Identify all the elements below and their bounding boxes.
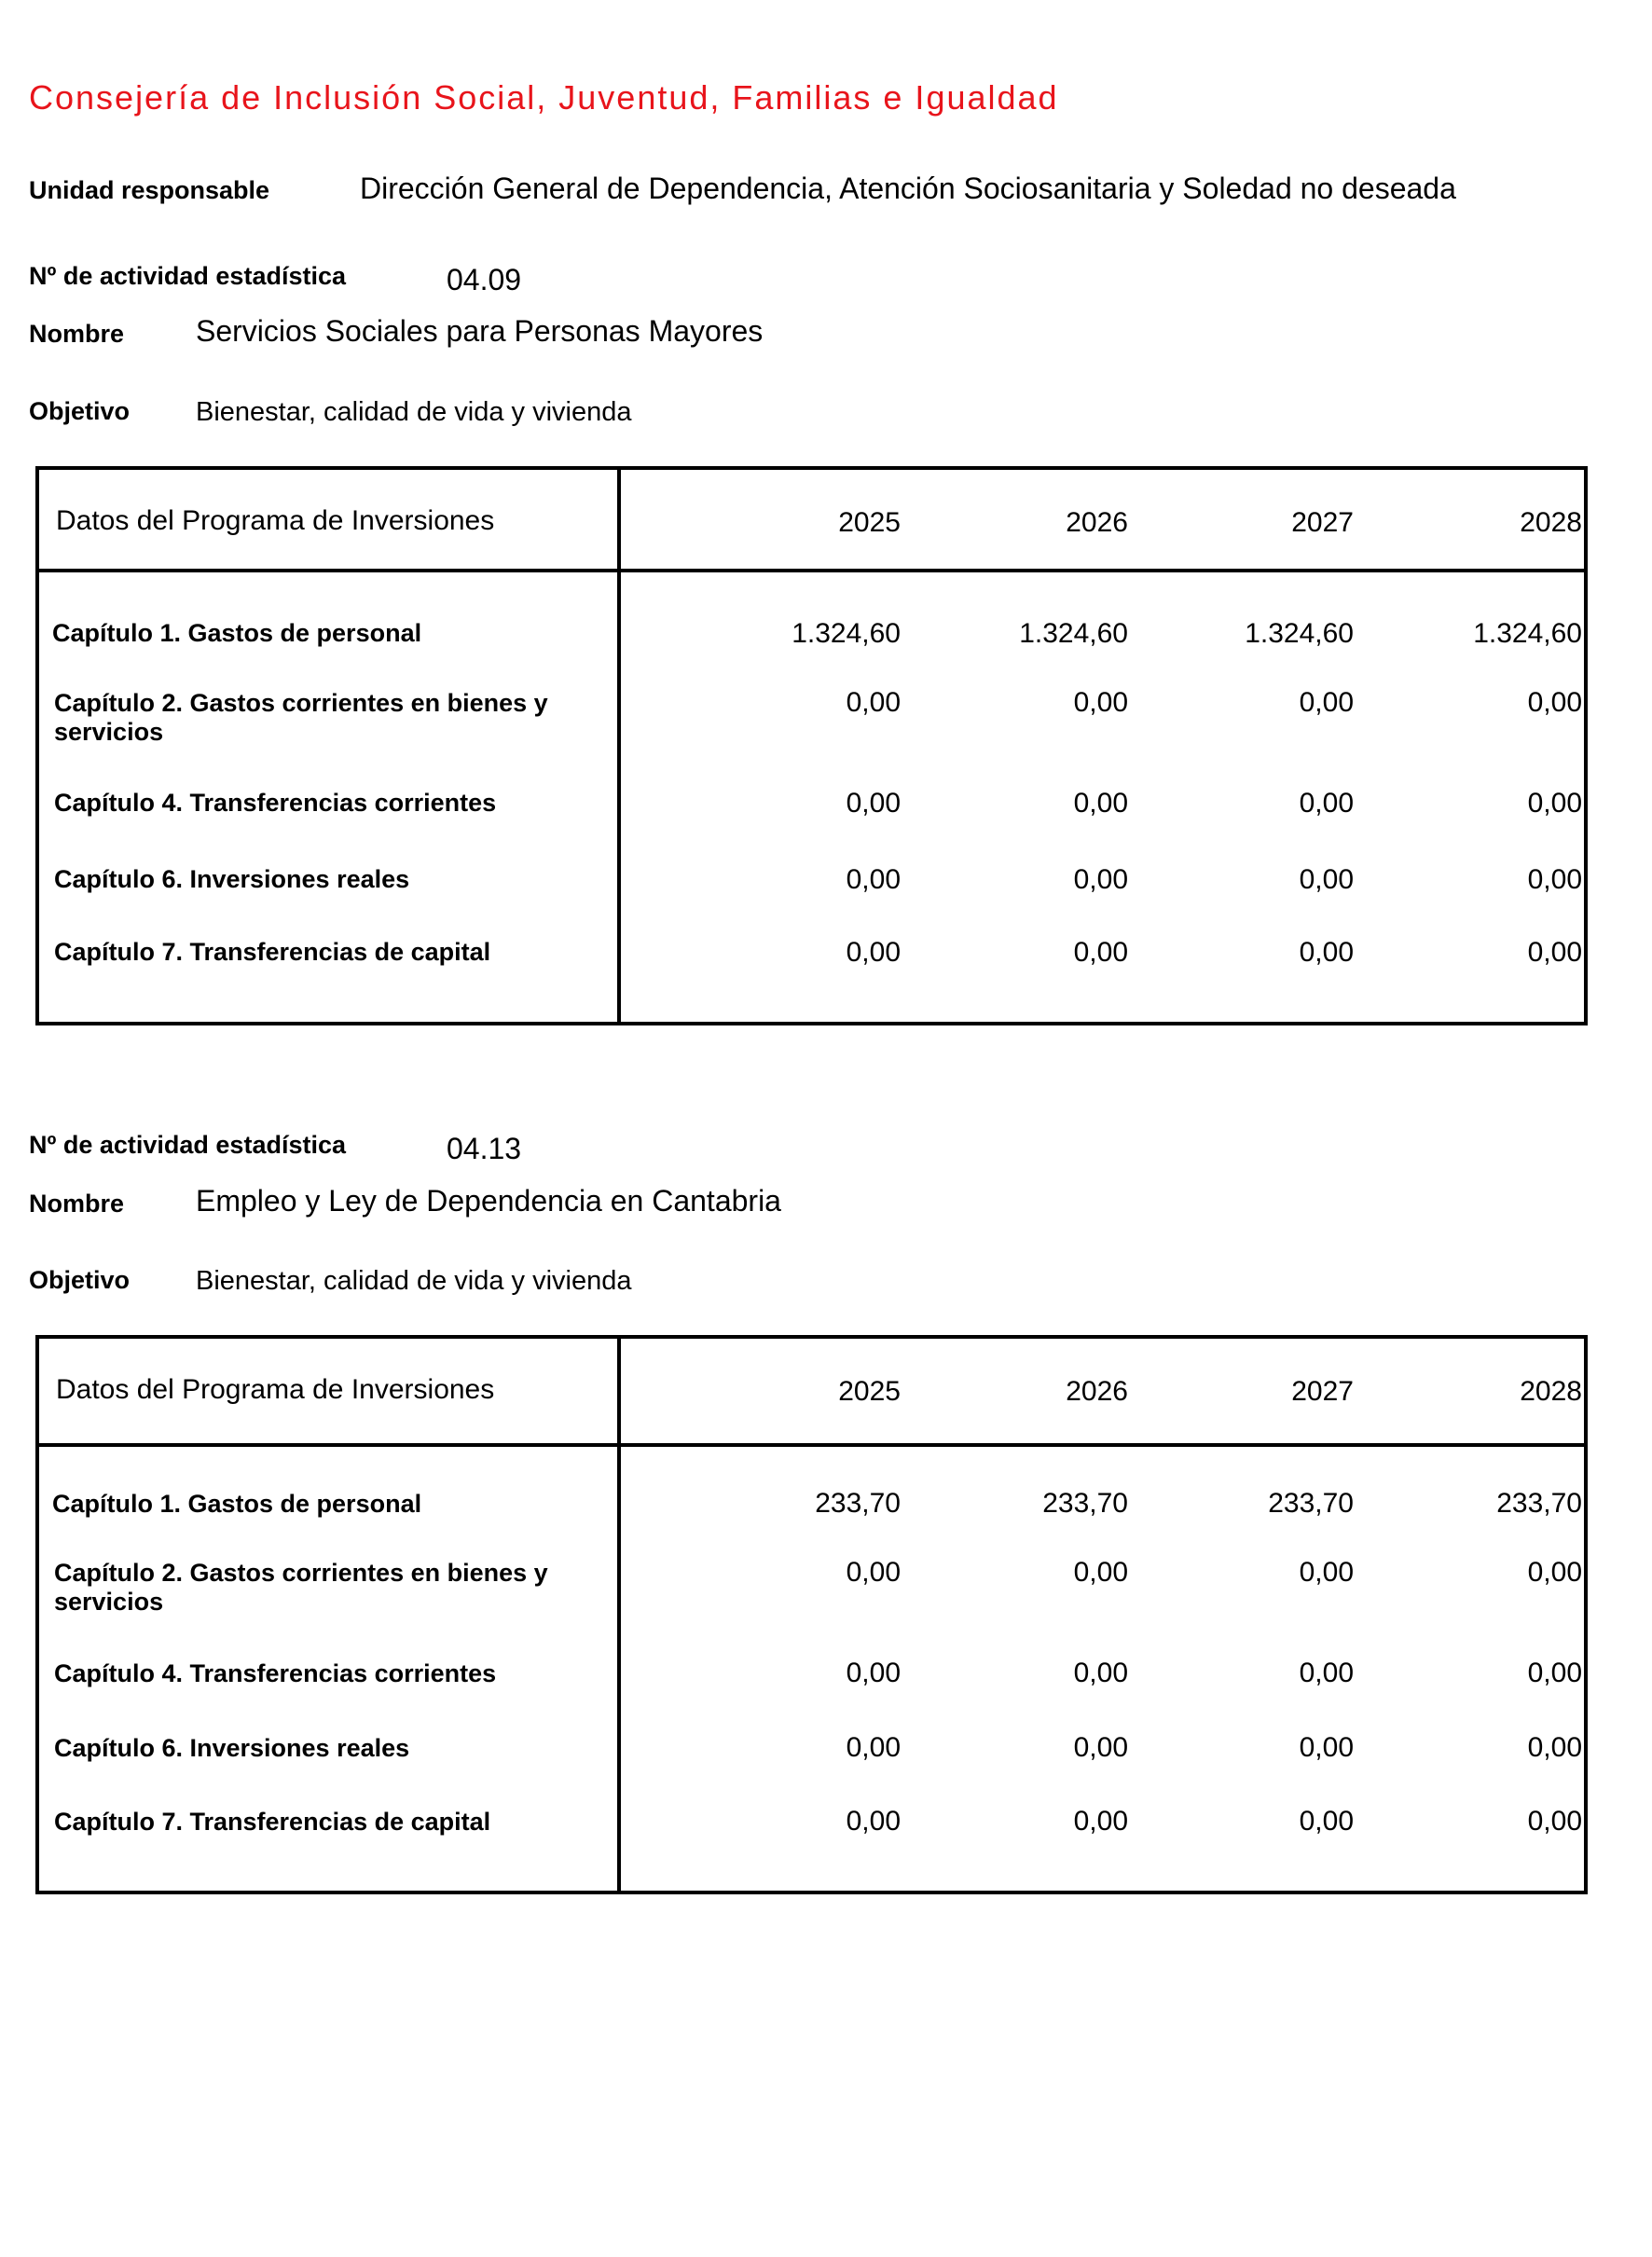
row-label: Capítulo 6. Inversiones reales xyxy=(54,1734,410,1762)
cell-value: 0,00 xyxy=(846,937,901,968)
cell-value: 0,00 xyxy=(1073,788,1128,819)
row-label: Capítulo 1. Gastos de personal xyxy=(52,1490,422,1518)
year-header: 2026 xyxy=(1066,507,1128,538)
cell-value: 0,00 xyxy=(1299,864,1354,895)
year-header: 2027 xyxy=(1291,1376,1354,1407)
cell-value: 0,00 xyxy=(846,1658,901,1688)
unidad-label: Unidad responsable xyxy=(29,176,270,204)
cell-value: 0,00 xyxy=(1299,687,1354,718)
row-label: Capítulo 4. Transferencias corrientes xyxy=(54,789,497,817)
cell-value: 0,00 xyxy=(846,788,901,819)
row-label: Capítulo 2. Gastos corrientes en bienes y servicios xyxy=(54,689,548,746)
cell-value: 0,00 xyxy=(1299,1658,1354,1688)
year-header: 2027 xyxy=(1291,507,1354,538)
cell-value: 0,00 xyxy=(1299,937,1354,968)
nombre-value: Empleo y Ley de Dependencia en Cantabria xyxy=(196,1184,781,1218)
nombre-label: Nombre xyxy=(29,320,125,348)
row-label: Capítulo 1. Gastos de personal xyxy=(52,619,422,647)
cell-value: 0,00 xyxy=(1299,1732,1354,1763)
row-label: Capítulo 2. Gastos corrientes en bienes y servicios xyxy=(54,1559,548,1616)
cell-value: 0,00 xyxy=(1527,937,1582,968)
cell-value: 0,00 xyxy=(846,1732,901,1763)
nombre-label: Nombre xyxy=(29,1190,125,1218)
cell-value: 0,00 xyxy=(1073,1658,1128,1688)
unidad-value: Dirección General de Dependencia, Atención Sociosanitaria y Soledad no deseada xyxy=(360,172,1456,205)
objetivo-value: Bienestar, calidad de vida y vivienda xyxy=(196,1266,632,1296)
row-label: Capítulo 4. Transferencias corrientes xyxy=(54,1659,497,1687)
cell-value: 0,00 xyxy=(846,1806,901,1837)
cell-value: 0,00 xyxy=(1073,937,1128,968)
header-divider xyxy=(39,1443,1584,1447)
activity-number-label: Nº de actividad estadística xyxy=(29,262,346,290)
cell-value: 0,00 xyxy=(1527,1732,1582,1763)
cell-value: 0,00 xyxy=(1299,1557,1354,1588)
cell-value: 0,00 xyxy=(1299,788,1354,819)
cell-value: 1.324,60 xyxy=(792,618,901,649)
cell-value: 233,70 xyxy=(815,1488,901,1519)
nombre-value: Servicios Sociales para Personas Mayores xyxy=(196,314,764,348)
activity-number: 04.13 xyxy=(447,1132,522,1165)
cell-value: 0,00 xyxy=(1527,1557,1582,1588)
activity-number: 04.09 xyxy=(447,263,522,296)
objetivo-label: Objetivo xyxy=(29,1266,131,1294)
row-label: Capítulo 7. Transferencias de capital xyxy=(54,938,491,966)
row-label: Capítulo 7. Transferencias de capital xyxy=(54,1808,491,1836)
cell-value: 1.324,60 xyxy=(1245,618,1354,649)
column-divider xyxy=(617,1339,621,1891)
cell-value: 1.324,60 xyxy=(1019,618,1128,649)
row-label: Capítulo 6. Inversiones reales xyxy=(54,865,410,893)
investment-table-1 xyxy=(35,466,1588,1025)
cell-value: 0,00 xyxy=(1527,687,1582,718)
consejeria-title: Consejería de Inclusión Social, Juventud, Familias e Igualdad xyxy=(29,78,1059,117)
cell-value: 0,00 xyxy=(1073,1806,1128,1837)
table-header-label: Datos del Programa de Inversiones xyxy=(56,505,495,536)
cell-value: 0,00 xyxy=(1073,1557,1128,1588)
objetivo-value: Bienestar, calidad de vida y vivienda xyxy=(196,397,632,427)
cell-value: 0,00 xyxy=(1073,687,1128,718)
year-header: 2025 xyxy=(838,1376,901,1407)
table-header-label: Datos del Programa de Inversiones xyxy=(56,1374,495,1405)
cell-value: 233,70 xyxy=(1268,1488,1354,1519)
cell-value: 0,00 xyxy=(1527,1658,1582,1688)
cell-value: 0,00 xyxy=(1073,864,1128,895)
year-header: 2025 xyxy=(838,507,901,538)
year-header: 2026 xyxy=(1066,1376,1128,1407)
cell-value: 0,00 xyxy=(846,864,901,895)
year-header: 2028 xyxy=(1520,1376,1582,1407)
column-divider xyxy=(617,470,621,1022)
cell-value: 233,70 xyxy=(1496,1488,1582,1519)
cell-value: 1.324,60 xyxy=(1473,618,1582,649)
cell-value: 233,70 xyxy=(1042,1488,1128,1519)
investment-table-2 xyxy=(35,1335,1588,1894)
cell-value: 0,00 xyxy=(1299,1806,1354,1837)
cell-value: 0,00 xyxy=(846,687,901,718)
cell-value: 0,00 xyxy=(1073,1732,1128,1763)
year-header: 2028 xyxy=(1520,507,1582,538)
cell-value: 0,00 xyxy=(1527,864,1582,895)
cell-value: 0,00 xyxy=(846,1557,901,1588)
activity-number-label: Nº de actividad estadística xyxy=(29,1131,346,1159)
objetivo-label: Objetivo xyxy=(29,397,131,425)
cell-value: 0,00 xyxy=(1527,1806,1582,1837)
cell-value: 0,00 xyxy=(1527,788,1582,819)
header-divider xyxy=(39,569,1584,572)
